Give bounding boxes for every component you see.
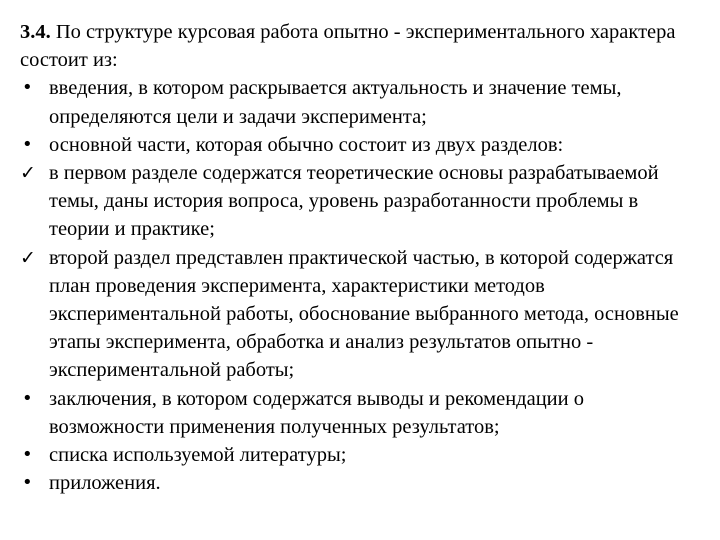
bullet-icon: • — [22, 472, 33, 494]
structure-list — [20, 74, 700, 497]
list-item-text: в первом разделе содержатся теоретические основы разрабатываемой темы, даны история вопроса, уровень разработанности проблемы в теории и практике; — [49, 162, 659, 241]
list-item-first-section — [20, 159, 700, 244]
bullet-icon: • — [22, 133, 33, 155]
list-item-text: введения, в котором раскрывается актуальность и значение темы, определяются цели и задачи эксперимента; — [49, 77, 622, 128]
list-item-introduction — [20, 74, 700, 130]
list-item-second-section — [20, 244, 700, 385]
list-item-text: приложения. — [49, 472, 161, 495]
list-item-conclusion — [20, 385, 700, 441]
list-item-text: списка используемой литературы; — [49, 444, 347, 467]
checkmark-icon: ✓ — [20, 246, 36, 269]
list-item-text: основной части, которая обычно состоит из двух разделов: — [49, 133, 564, 156]
list-item-text: второй раздел представлен практической частью, в которой содержатся план проведения эксперимента, характеристики методов экспериментальной работы, обоснование выбранного метода, основные этапы эксперимента, обработка и анализ результатов опытно - экспериментальной работы; — [49, 246, 679, 382]
slide-content — [20, 18, 700, 497]
section-heading — [20, 18, 700, 74]
list-item-main-part — [20, 131, 700, 159]
list-item-text: заключения, в котором содержатся выводы и рекомендации о возможности применения полученных результатов; — [49, 387, 584, 438]
list-item-appendices — [20, 469, 700, 497]
section-number: 3.4. — [20, 21, 51, 43]
bullet-icon: • — [22, 387, 33, 409]
checkmark-icon: ✓ — [20, 162, 36, 185]
section-heading-text: По структуре курсовая работа опытно - экспериментального характера состоит из: — [20, 21, 676, 72]
bullet-icon: • — [22, 444, 33, 466]
list-item-references — [20, 441, 700, 469]
bullet-icon: • — [22, 77, 33, 99]
